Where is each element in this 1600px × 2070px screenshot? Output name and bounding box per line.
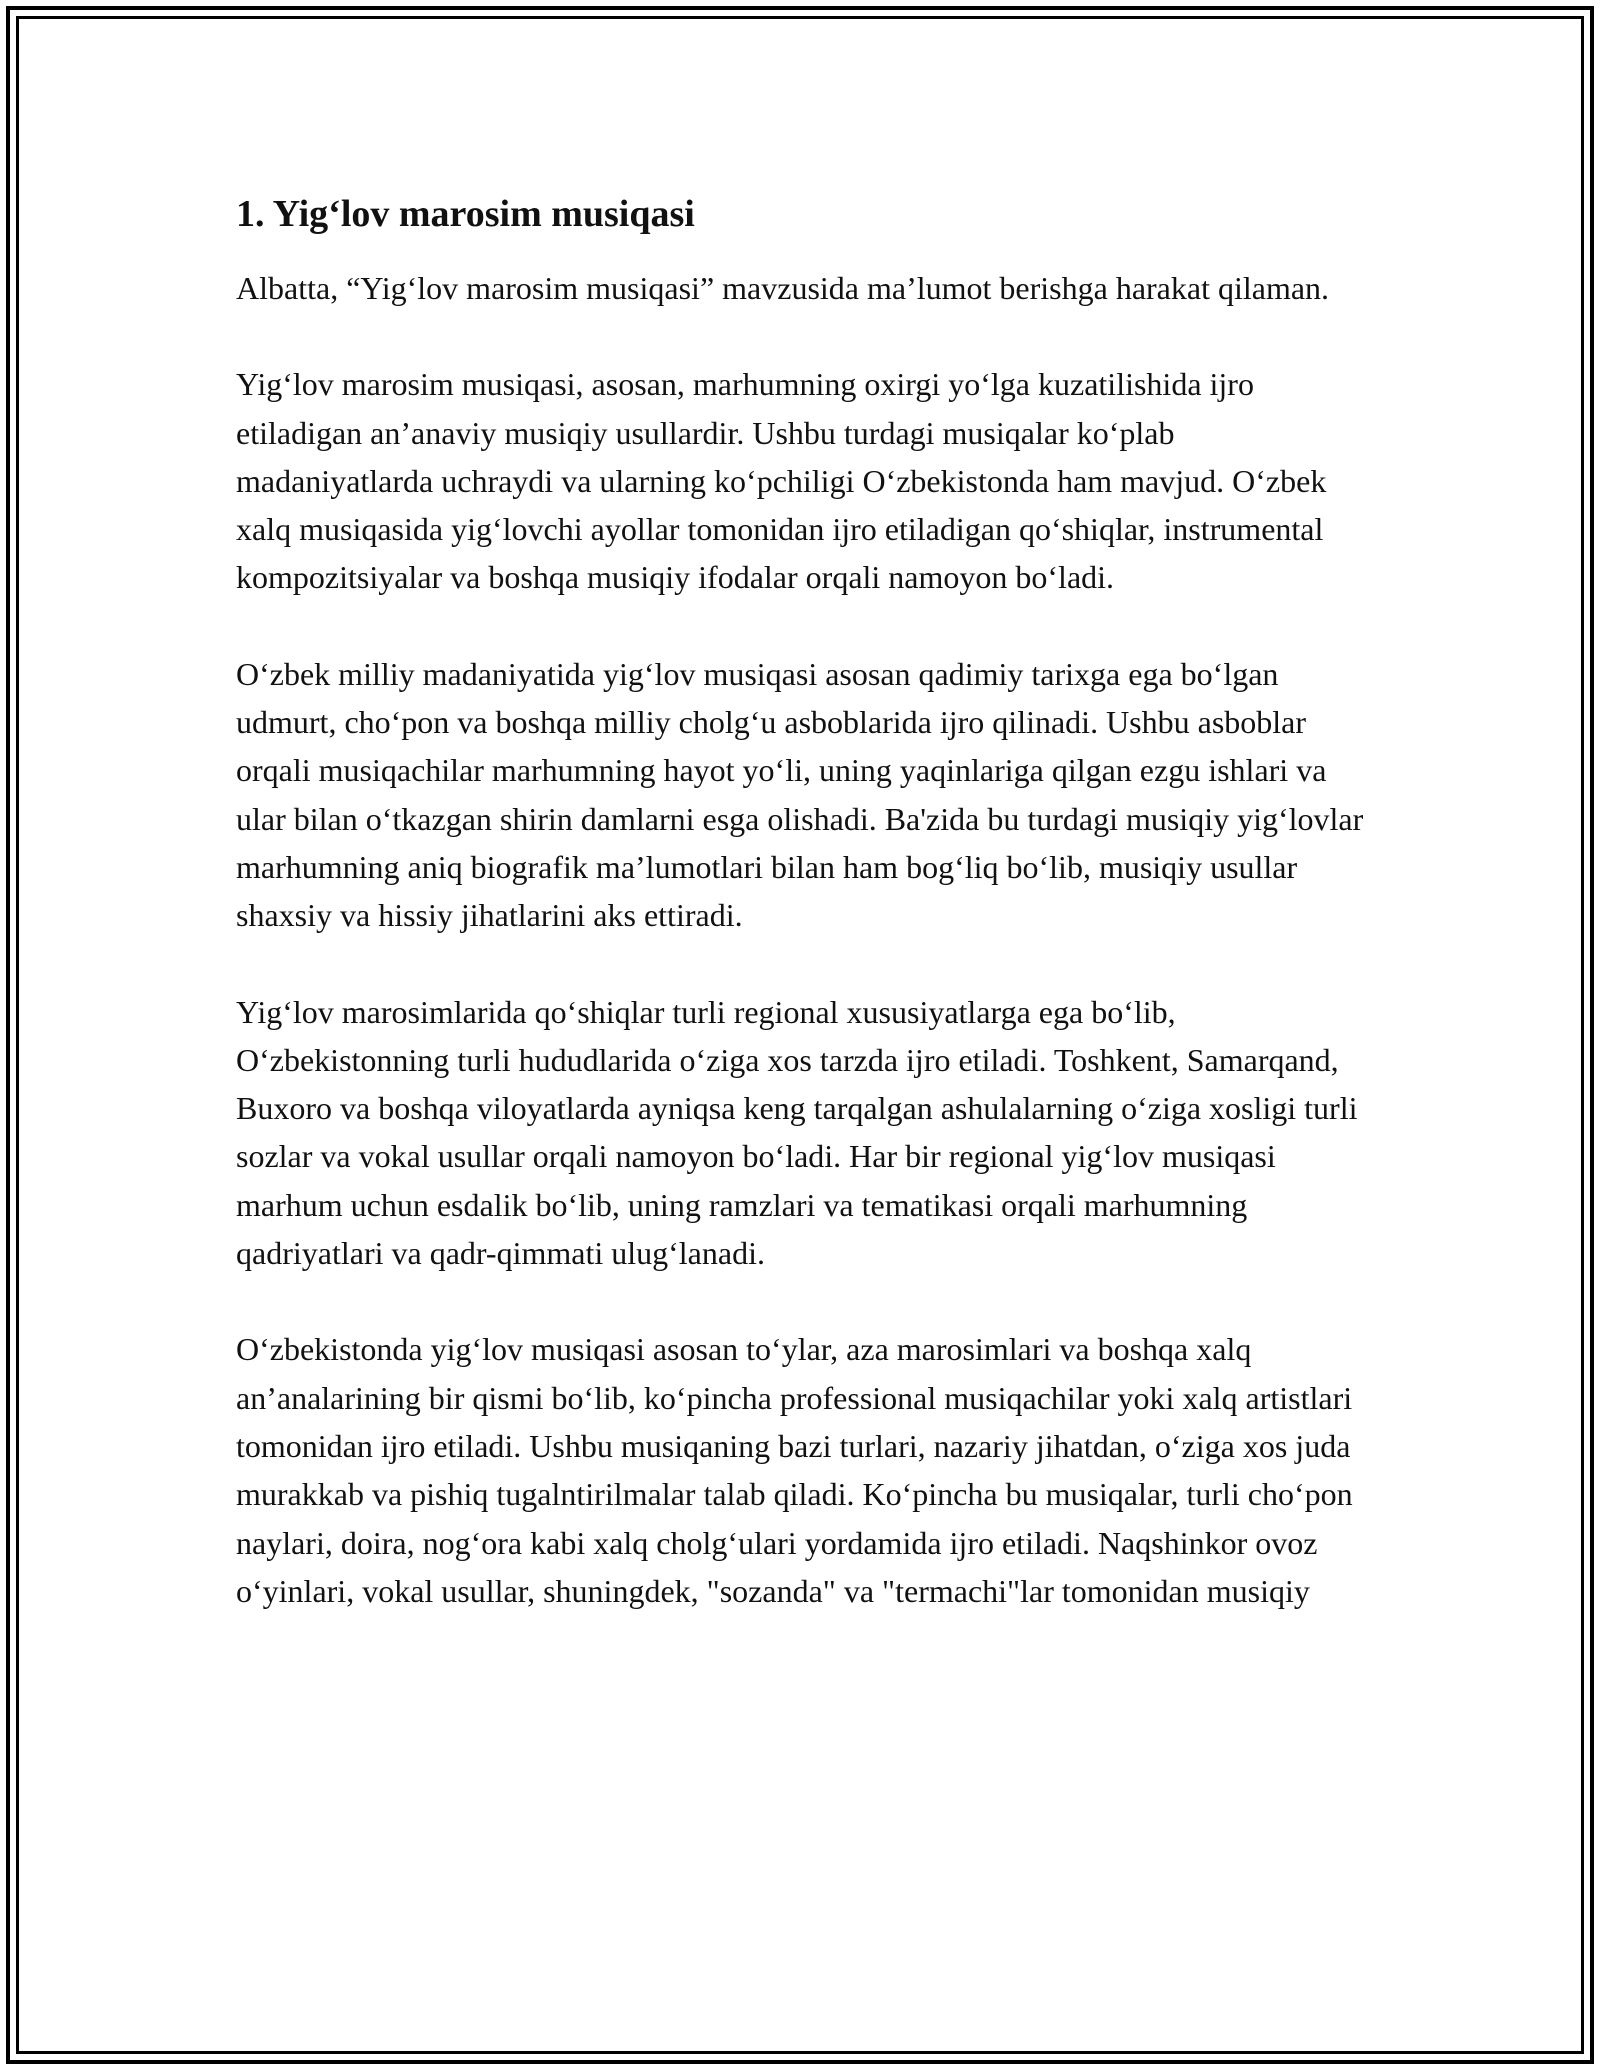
section-heading: 1. Yig‘lov marosim musiqasi: [236, 193, 695, 235]
paragraph-intro: Albatta, “Yig‘lov marosim musiqasi” mavzusida ma’lumot berishga harakat qilaman.: [236, 270, 1330, 306]
paragraph-definition: Yig‘lov marosim musiqasi, asosan, marhumning oxirgi yo‘lga kuzatilishida ijro etiladigan an’anaviy musiqiy usullardir. Ushbu turdagi musiqalar ko‘plab madaniyatlarda uchraydi va ularning ko‘pchiligi O‘zbekistonda ham mavjud. O‘zbek xalq musiqasida yig‘lovchi ayollar tomonidan ijro etiladigan qo‘shiqlar, instrumental kompozitsiyalar va boshqa musiqiy ifodalar orqali namoyon bo‘ladi.: [236, 366, 1327, 596]
paragraph-instruments: O‘zbek milliy madaniyatida yig‘lov musiqasi asosan qadimiy tarixga ega bo‘lgan udmurt, cho‘pon va boshqa milliy cholg‘u asboblarida ijro qilinadi. Ushbu asboblar orqali musiqachilar marhumning hayot yo‘li, uning yaqinlariga qilgan ezgu ishlari va ular bilan o‘tkazgan shirin damlarni esga olishadi. Ba'zida bu turdagi musiqiy yig‘lovlar marhumning aniq biografik ma’lumotlari bilan ham bog‘liq bo‘lib, musiqiy usullar shaxsiy va hissiy jihatlarini aks ettiradi.: [236, 655, 1364, 934]
paragraph-regional: Yig‘lov marosimlarida qo‘shiqlar turli regional xususiyatlarga ega bo‘lib, O‘zbekistonning turli hududlarida o‘ziga xos tarzda ijro etiladi. Toshkent, Samarqand, Buxoro va boshqa viloyatlarda ayniqsa keng tarqalgan ashulalarning o‘ziga xosligi turli sozlar va vokal usullar orqali namoyon bo‘ladi. Har bir regional yig‘lov musiqasi marhum uchun esdalik bo‘lib, uning ramzlari va tematikasi orqali marhumning qadriyatlari va qadr-qimmati ulug‘lanadi.: [236, 993, 1358, 1272]
paragraph-performance: O‘zbekistonda yig‘lov musiqasi asosan to‘ylar, aza marosimlari va boshqa xalq an’analarining bir qismi bo‘lib, ko‘pincha professional musiqachilar yoki xalq artistlari tomonidan ijro etiladi. Ushbu musiqaning bazi turlari, nazariy jihatdan, o‘ziga xos juda murakkab va pishiq tugalntirilmalar talab qiladi. Ko‘pincha bu musiqalar, turli cho‘pon naylari, doira, nog‘ora kabi xalq cholg‘ulari yordamida ijro etiladi. Naqshinkor ovoz o‘yinlari, vokal usullar, shuningdek, "sozanda" va "termachi"lar tomonidan musiqiy: [236, 1331, 1353, 1609]
document-body: [236, 186, 1366, 1663]
